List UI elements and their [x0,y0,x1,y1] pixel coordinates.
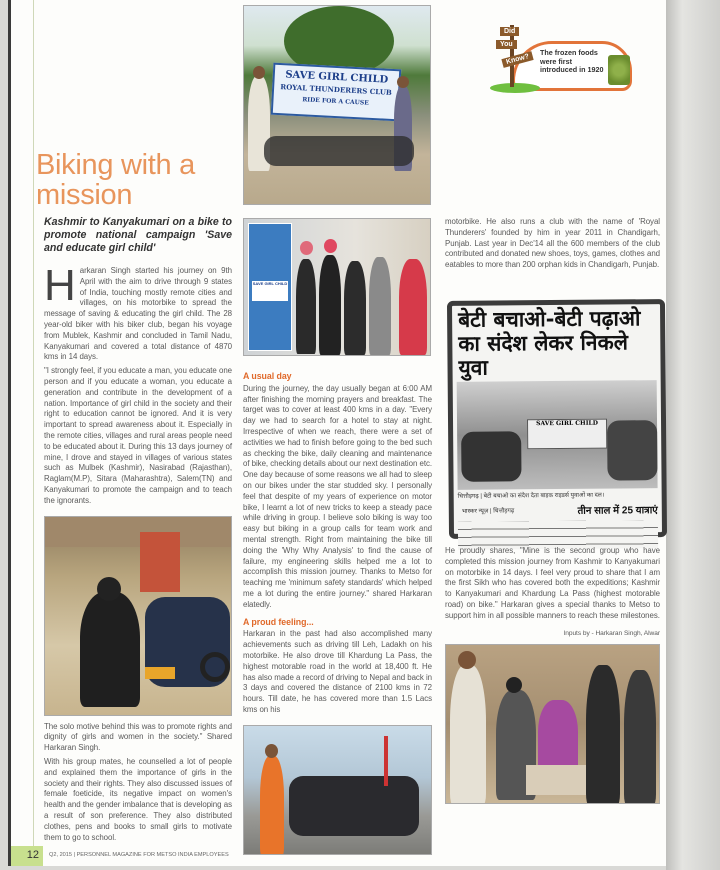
did-you-know-box [490,25,640,97]
section-heading-usual-day: A usual day [243,371,292,381]
newspaper-caption: चित्तौड़गढ़ | बेटी बचाओ का संदेश देता बाइक राइडर्स युवाओं का दल। [457,492,605,500]
page-number: 12 [11,846,43,866]
article-subtitle: Kashmir to Kanyakumari on a bike to promote national campaign 'Save and educate girl child' [44,216,232,254]
frozen-peas-icon [608,55,630,85]
paragraph: Harkaran in the past had also accomplished many achievements such as driving till Leh, Ladakh on his motorbike. He also drove till Khardung La Pass, the highest motorable road in the world at 18,400 ft. He has also made a record of driving to Nepal and back in 3 days and covered the distance of 2100 kms in 72 hours. Till date, he has covered more than 1.5 Lacs kms on his [243,629,432,714]
banner-title: SAVE GIRL CHILD [285,69,389,86]
sign-did: Did [500,27,519,36]
column-1 [44,261,232,846]
title-line-2: mission [36,179,133,211]
banner-club: ROYAL THUNDERERS CLUB [280,82,393,97]
column-3-top [445,217,660,274]
newspaper-byline: भास्कर न्यूज़ | चित्तौड़गढ़ [461,508,515,515]
column-3-bottom [445,546,660,810]
newspaper-clipping [447,299,667,539]
margin-line [33,0,34,866]
photo-riders-on-road [243,725,432,855]
paragraph: motorbike. He also runs a club with the name of 'Royal Thunderers' founded by him in year 2011 in Chandigarh, Punjab. Last year in Dec'14 all the 600 members of the club contributed and donated new shoes, toys, games, clothes and eatables to more than 200 orphan kids in Chandigarh, Punjab. [445,217,660,270]
footer [11,846,411,866]
page-edge [666,0,720,870]
sign-know: Know? [501,51,534,68]
article-title [36,150,195,210]
footer-text: Q2, 2015 | PERSONNEL MAGAZINE FOR METSO INDIA EMPLOYEES [49,852,229,858]
paragraph: "I strongly feel, if you educate a man, you educate one person and if you educate a woman, you educate a generation and contribute in the development of a nation. Importance of girl child in the society and their right to education cannot be ignored. And it is very important to spread awareness about it. Especially in the remote cities, villages and rural areas people need to be educated about it. During this 13 days journey of mine, I drove and stayed in villages of various states such as Mulbek (Kashmir), Nasirabad (Rajasthan), Raglam(M.P), Sitara (Maharashtra), Salem(TN) and Kanyakumari to promote the campaign and to teach the ignorants. [44,366,232,505]
drop-cap: H [44,261,76,310]
newspaper-photo [457,380,658,490]
paragraph: The solo motive behind this was to promote rights and dignity of girls and women in the society." Shared Harkaran Singh. [44,721,232,753]
newspaper-headline: बेटी बचाओ-बेटी पढ़ाओ का संदेश लेकर निकले युवा [458,306,641,380]
sign-you: You [496,40,517,49]
paragraph: He proudly shares, "Mine is the second group who have completed this mission journey from Kashmir to Kanyakumari on motorbike in 14 days. I feel very proud to share that I am the first Sikh who has covered both the expeditions; Kashmir to Kanyakumari and Khardung La Pass (highest motorable road) on bike." Harkaran gives a special thanks to Metso to support him in all possible manners to reach these milestones. [445,546,660,620]
title-line-1: Biking with a [36,149,195,181]
section-heading-proud-feeling: A proud feeling... [243,616,314,627]
credit-line: Inputs by - Harkaran Singh, Alwar [563,629,660,637]
newspaper-subhead: तीन साल में 25 यात्राएं [577,505,658,517]
photo-donation-with-kids [445,644,660,804]
paragraph: During the journey, the day usually began at 6:00 AM after finishing the morning prayers and breakfast. The target was to cover at least 400 kms in a day. "Every day we had to search for a hotel to stay at night. Irrespective of when we reach, there were a set of activities we had to finish before going to the bed such as checking the bike, daily cleaning and maintenance of bike, checking details about our next destination etc. One day because of some reasons we all had to sleep on our bikes under the star studded sky. I personally feel that despite of my years of experience on motor bike, I learnt a lot of new tricks to keep a steady pace while driving in group. I believe solo biking is way too easy but biking in a group calls for team work and mental strength. Right from maintaining the bike till doing the 'Why Why Analysis' to find the cause of failure, my engineering skills helped me a lot to accomplish this mission journey. Thanks to Metso for teaching me 'minimum safety standards' which helped me a lot during the entire journey." shared Harkaran elatedly. [243,383,432,609]
paragraph: arkaran Singh started his journey on 9th April with the aim to drive through 9 states of India, touching mostly remote cities and villages, on his motorbike to spread the message of saving & educating the girl child. The 28 year-old biker with his biker club, began his voyage from Mublek, Kashmir and concluded in Tamil Nadu, Kanyakumari and covered a total distance of 4870 kms in 14 days. [44,266,232,362]
standee-label: SAVE GIRL CHILD [252,281,288,301]
paragraph: With his group mates, he counselled a lot of people and explained them the importance of girls in the society and their rights. They also discussed issues of female foeticide, its negative impact on women's health and the gender imbalance that is developing as a result of son preference. They also distributed clothes, pens and books to small girls to motivate them to go to school. [44,756,232,842]
banner [271,63,402,122]
photo-biker-with-motorcycle [44,516,232,716]
banner-tagline: RIDE FOR A CAUSE [302,96,369,107]
column-2 [243,368,432,861]
photo-group-with-standee [243,218,431,356]
did-you-know-fact: The frozen foods were first introduced in 1920 [540,48,604,74]
photo-bikers-with-banner [243,5,431,205]
newspaper-banner: SAVE GIRL CHILD [527,419,607,450]
